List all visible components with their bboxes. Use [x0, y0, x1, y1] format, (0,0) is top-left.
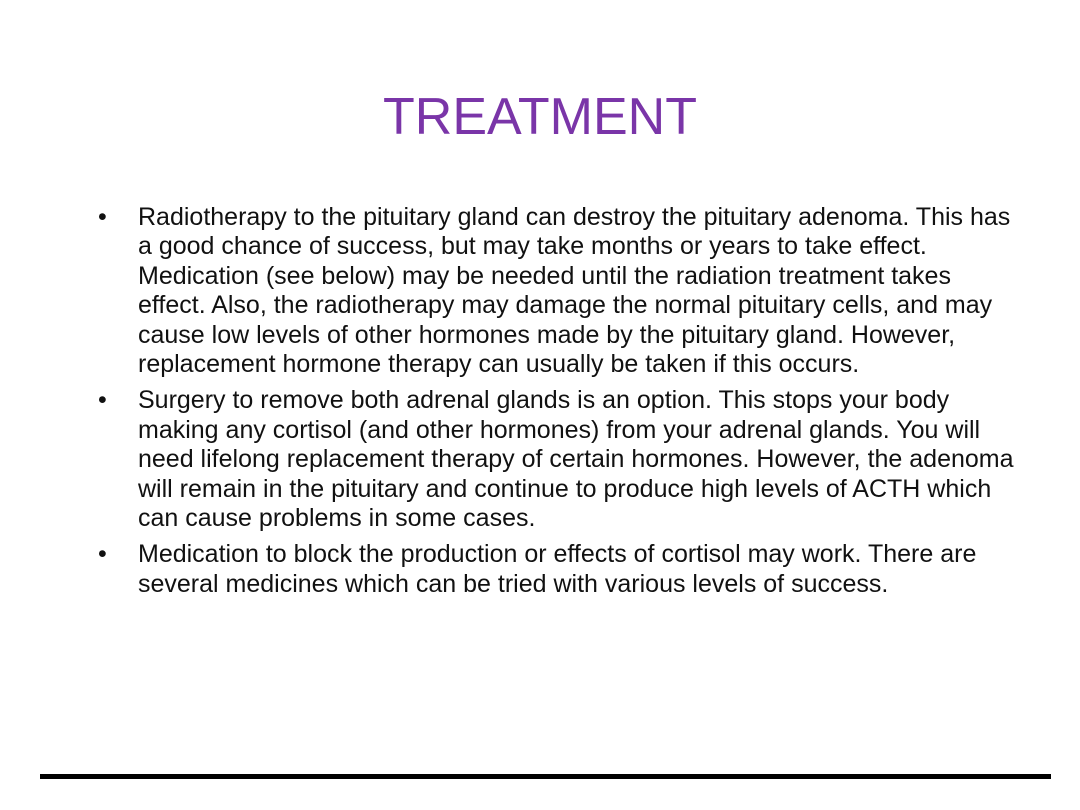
bullet-text: Radiotherapy to the pituitary gland can destroy the pituitary adenoma. This has a good chance of success, but may take months or years to take effect. Medication (see below) may be needed until the radiation treatment takes effect. Also, the radiotherapy may damage the normal pituitary cells, and may cause low levels of other hormones made by the pituitary gland. However, replacement hormone therapy can usually be taken if this occurs.	[138, 203, 1011, 379]
bullet-icon: •	[98, 540, 107, 569]
bullet-icon: •	[98, 386, 107, 415]
bullet-text: Medication to block the production or effects of cortisol may work. There are several medicines which can be tried with various levels of success.	[138, 540, 977, 598]
bullet-list	[98, 203, 1018, 606]
slide-title: TREATMENT	[383, 88, 697, 146]
bullet-item-radiotherapy	[98, 203, 1018, 379]
bullet-item-medication	[98, 540, 1018, 599]
bottom-divider	[40, 774, 1051, 779]
bullet-item-surgery	[98, 386, 1018, 533]
bullet-text: Surgery to remove both adrenal glands is an option. This stops your body making any cortisol (and other hormones) from your adrenal glands. You will need lifelong replacement therapy of certain hormones. However, the adenoma will remain in the pituitary and continue to produce high levels of ACTH which can cause problems in some cases.	[138, 386, 1014, 533]
bullet-icon: •	[98, 203, 107, 231]
